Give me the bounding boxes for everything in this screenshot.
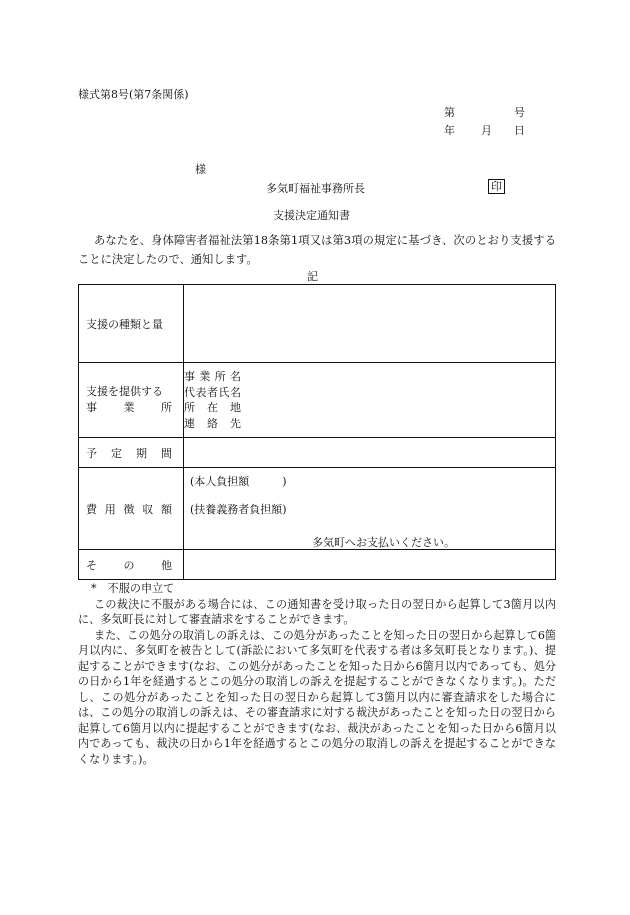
form-number: 様式第8号(第7条関係) (78, 88, 189, 101)
provider-fields (184, 363, 556, 438)
provider-field-address: 所在地 (184, 401, 241, 414)
ki-mark: 記 (307, 270, 318, 283)
seal-mark: 印 (488, 179, 505, 194)
notes-heading-mark: * (91, 582, 97, 595)
other-value (184, 550, 556, 580)
other-label: その他 (79, 550, 184, 580)
cost-self-amount: (本人負担額 ) (190, 475, 287, 488)
objection-notes (78, 581, 556, 767)
number-suffix: 号 (514, 106, 525, 119)
row-other (79, 550, 556, 580)
year-label: 年 (444, 124, 455, 137)
cost-supporter-amount: (扶養義務者負担額) (190, 503, 287, 516)
notes-heading-text: 不服の申立て (107, 582, 175, 595)
day-label: 日 (514, 124, 525, 137)
cost-value (184, 468, 556, 550)
provider-field-name: 事業所名 (184, 370, 241, 383)
period-label: 予定期間 (79, 438, 184, 468)
cost-pay-instruction: 多気町へお支払いください。 (312, 536, 455, 549)
provider-field-representative: 代表者氏名 (184, 385, 241, 399)
decision-table (78, 284, 556, 580)
period-value (184, 438, 556, 468)
row-support-type (79, 285, 556, 363)
notes-paragraph-2: また、この処分の取消しの訴えは、この処分があったことを知った日の翌日から起算して6箇月以内に、多気町を被告として(訴訟において多気町を代表する者は多気町長となります。)、提起することができます(なお、この処分があったことを知った日から6箇月以内であっても、処分の日から1年を経過するとこの処分の取消しの訴えを提起することができなくなります。)。ただし、この処分があったことを知った日の翌日から起算して3箇月以内に審査請求をした場合には、この処分の取消しの訴えは、その審査請求に対する裁決があったことを知った日の翌日から起算して6箇月以内に提起することができます(なお、裁決があったことを知った日から6箇月以内であっても、裁決の日から1年を経過するとこの処分の取消しの訴えを提起することができなくなります。)。 (78, 628, 556, 766)
row-period (79, 438, 556, 468)
support-type-value (184, 285, 556, 363)
provider-label-line1: 支援を提供する (86, 385, 163, 398)
provider-label (79, 363, 184, 438)
support-type-label: 支援の種類と量 (79, 285, 184, 363)
notes-heading (78, 581, 556, 597)
row-provider (79, 363, 556, 438)
provider-field-contact: 連絡先 (184, 416, 241, 430)
intro-paragraph: あなたを、身体障害者福祉法第18条第1項又は第3項の規定に基づき、次のとおり支援することに決定したので、通知します。 (78, 234, 556, 266)
number-label: 第 (444, 106, 455, 119)
row-cost (79, 468, 556, 550)
addressee-suffix: 様 (195, 163, 206, 176)
notes-paragraph-1: この裁決に不服がある場合には、この通知書を受け取った日の翌日から起算して3箇月以内に、多気町長に対して審査請求をすることができます。 (78, 597, 556, 626)
document-title: 支援決定通知書 (273, 209, 350, 222)
month-label: 月 (481, 124, 492, 137)
provider-label-line2: 事業所 (86, 401, 172, 414)
issuer-name: 多気町福祉事務所長 (266, 182, 365, 195)
cost-label: 費用徴収額 (79, 468, 184, 550)
